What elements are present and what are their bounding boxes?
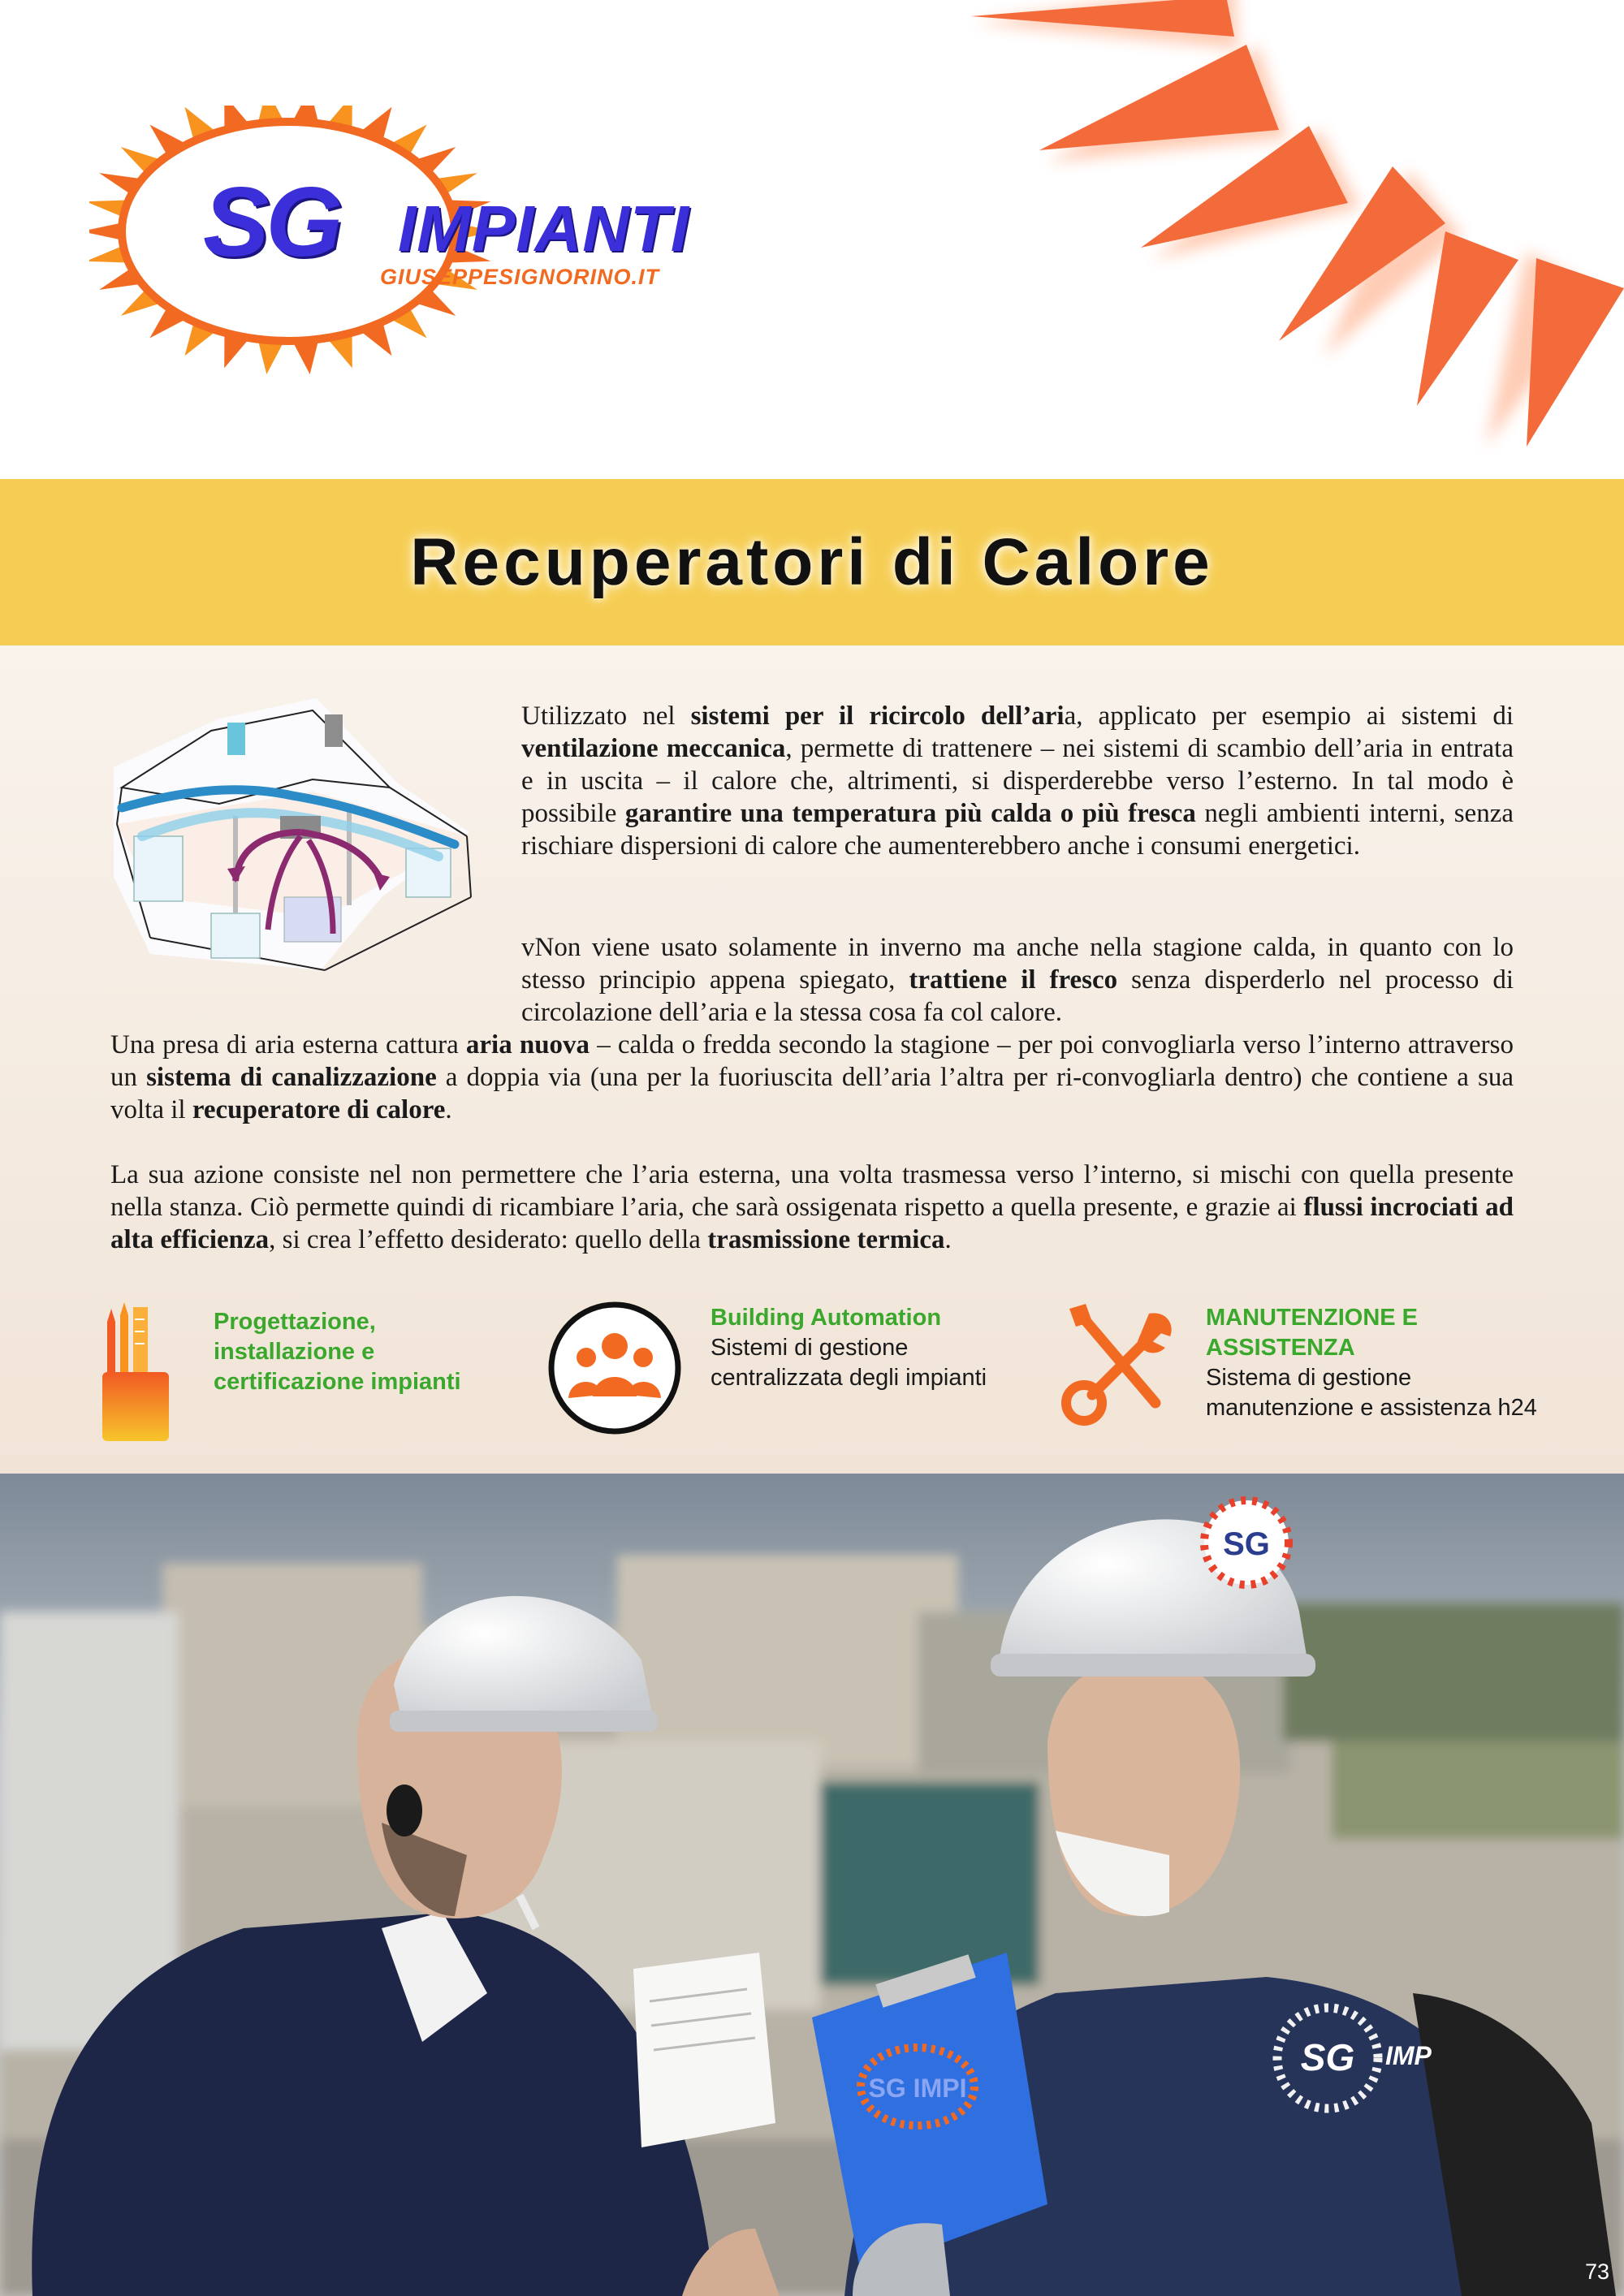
- feature-maintenance-text: [1206, 1303, 1537, 1423]
- bold-phrase: recuperatore di calore: [192, 1095, 446, 1124]
- text-run: – calda o fredda secondo la stagione – per poi convogliarla verso l’interno attraverso un: [110, 1030, 1514, 1092]
- intro-paragraph: [521, 700, 1514, 862]
- text-run: , si crea l’effetto desiderato: quello della: [269, 1225, 708, 1254]
- feature-maintenance: [1052, 1299, 1587, 1445]
- bunting-decoration: [958, 0, 1624, 479]
- feature-building-automation-desc-2: centralizzata degli impianti: [710, 1365, 987, 1391]
- text-run: , permette di trattenere – nei sistemi di scambio dell’aria in entrata e in uscita – il calore che, altrimenti, si disperderebbe verso l’esterno. In tal modo è possibile: [521, 734, 1514, 828]
- title-band: [0, 479, 1624, 645]
- feature-building-automation-title: Building Automation: [710, 1305, 942, 1331]
- action-paragraph: [110, 1159, 1514, 1256]
- bold-phrase: sistemi per il ricircolo dell’ari: [690, 701, 1065, 731]
- bold-phrase: trasmissione termica: [707, 1225, 945, 1254]
- feature-design-title-2: installazione e: [214, 1339, 375, 1365]
- sun-ray: [89, 223, 121, 240]
- text-run: senza disperderlo nel processo di circolazione dell’aria e la stessa cosa fa col calore.: [521, 965, 1514, 1027]
- feature-building-automation-text: [710, 1303, 987, 1393]
- feature-maintenance-title-2: ASSISTENZA: [1206, 1335, 1355, 1361]
- feature-maintenance-desc-1: Sistema di gestione: [1206, 1365, 1412, 1391]
- text-run: La sua azione consiste nel non permettere che l’aria esterna, una volta trasmessa verso l’interno, si mischi con quella presente nella stanza. Ciò permette quindi di ricambiare l’aria, che sarà ossigenata rispetto a quella presente, e grazie ai: [110, 1160, 1514, 1222]
- house-ventilation-illustration: [106, 694, 487, 986]
- text-run: a doppia via (una per la fuoriuscita dell’aria l’altra per ri-convogliarla dentro) che contiene a sua volta il: [110, 1063, 1514, 1124]
- text-run: a, applicato per esempio ai sistemi di: [1064, 701, 1514, 731]
- content-area: [0, 645, 1624, 1474]
- helmet-logo: [1204, 1500, 1289, 1585]
- jacket-logo-main-text: SG: [1300, 2036, 1355, 2078]
- feature-maintenance-title-1: MANUTENZIONE E: [1206, 1305, 1418, 1331]
- feature-design: [96, 1299, 518, 1445]
- bold-phrase: ventilazione meccanica: [521, 734, 786, 763]
- text-run: negli ambienti interni, senza rischiare dispersioni di calore che aumenterebbero anche i consumi energetici.: [521, 799, 1514, 861]
- feature-design-text: [214, 1307, 461, 1397]
- tools-icon: [1052, 1299, 1181, 1429]
- feature-maintenance-desc-2: manutenzione e assistenza h24: [1206, 1395, 1537, 1421]
- helmet-logo-text: SG: [1223, 1526, 1270, 1562]
- page-number: 73: [1584, 2259, 1609, 2284]
- text-run: .: [944, 1225, 952, 1254]
- logo-impianti-text: IMPIANTI: [398, 192, 690, 265]
- feature-design-title-1: Progettazione,: [214, 1309, 376, 1335]
- text-run: Una presa di aria esterna cattura: [110, 1030, 466, 1060]
- team-icon: [546, 1299, 684, 1437]
- feature-building-automation: [546, 1299, 1025, 1445]
- sg-impianti-logo: [89, 106, 755, 382]
- bold-phrase: aria nuova: [465, 1030, 590, 1060]
- text-run: .: [445, 1095, 452, 1124]
- logo-sg-text: SG: [203, 166, 340, 277]
- feature-design-title-3: certificazione impianti: [214, 1369, 461, 1395]
- workers-photo-illustration: [0, 1474, 1624, 2296]
- bold-phrase: garantire una temperatura più calda o più fresca: [624, 799, 1196, 828]
- bold-phrase: sistema di canalizzazione: [146, 1063, 437, 1092]
- sun-ray: [293, 341, 318, 374]
- bold-phrase: trattiene il fresco: [909, 965, 1118, 995]
- summer-paragraph: [521, 931, 1514, 1029]
- page-title: Recuperatori di Calore: [410, 524, 1214, 599]
- pencils-icon: [96, 1299, 177, 1445]
- feature-building-automation-desc-1: Sistemi di gestione: [710, 1335, 909, 1361]
- workers-photo: [0, 1474, 1624, 2296]
- text-run: Utilizzato nel: [521, 701, 691, 731]
- logo-website-text: GIUSEPPESIGNORINO.IT: [380, 265, 660, 289]
- clipboard-logo-text: SG IMPI: [868, 2074, 967, 2103]
- text-run: vNon viene usato solamente in inverno ma anche nella stagione calda, in quanto con lo stesso principio appena spiegato,: [521, 933, 1514, 995]
- jacket-logo-secondary-text: IMP: [1385, 2041, 1432, 2070]
- bold-phrase: flussi incrociati ad alta efficienza: [110, 1193, 1514, 1254]
- intake-paragraph: [110, 1029, 1514, 1126]
- sun-ray: [258, 341, 283, 374]
- header: [0, 0, 1624, 479]
